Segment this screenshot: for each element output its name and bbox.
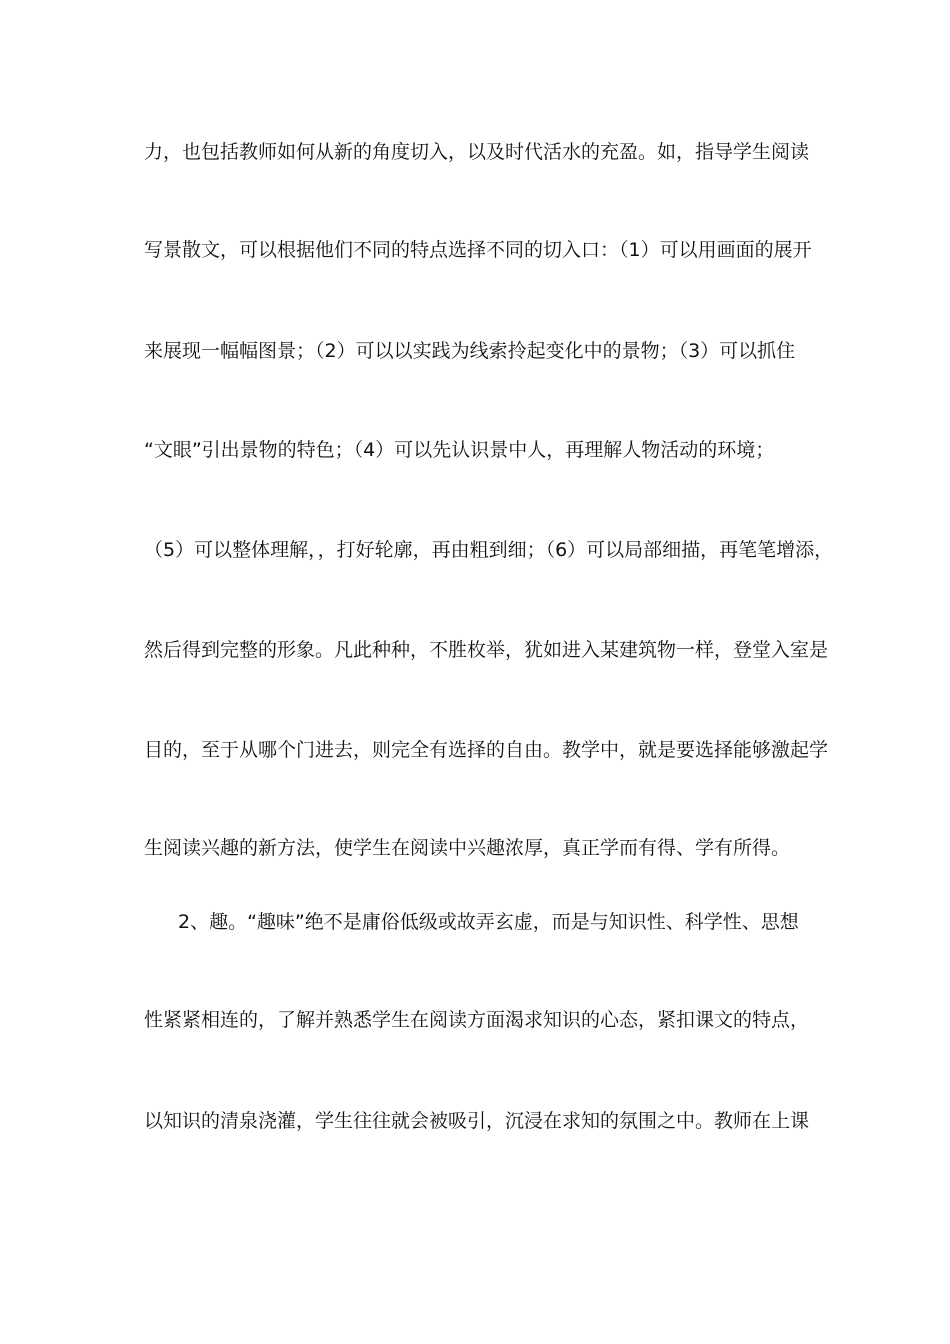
paragraph-line: 2、趣。“趣味”绝不是庸俗低级或故弄玄虚，而是与知识性、科学性、思想	[178, 911, 799, 933]
paragraph-line: “文眼”引出景物的特色；（4）可以先认识景中人，再理解人物活动的环境；	[144, 439, 775, 461]
paragraph-line: 生阅读兴趣的新方法，使学生在阅读中兴趣浓厚，真正学而有得、学有所得。	[144, 837, 791, 859]
paragraph-line: 来展现一幅幅图景；（2）可以以实践为线索拎起变化中的景物；（3）可以抓住	[144, 340, 796, 362]
paragraph-line: 以知识的清泉浇灌，学生往往就会被吸引，沉浸在求知的氛围之中。教师在上课	[144, 1110, 810, 1132]
paragraph-line: 写景散文，可以根据他们不同的特点选择不同的切入口：（1）可以用画面的展开	[144, 239, 812, 261]
paragraph-line: 然后得到完整的形象。凡此种种，不胜枚举，犹如进入某建筑物一样，登堂入室是	[144, 639, 829, 661]
paragraph-line: （5）可以整体理解，，打好轮廓，再由粗到细；（6）可以局部细描，再笔笔增添，	[144, 539, 834, 561]
paragraph-line: 性紧紧相连的，了解并熟悉学生在阅读方面渴求知识的心态，紧扣课文的特点，	[144, 1009, 810, 1031]
paragraph-line: 目的，至于从哪个门进去，则完全有选择的自由。教学中，就是要选择能够激起学	[144, 739, 829, 761]
paragraph-line: 力，也包括教师如何从新的角度切入，以及时代活水的充盈。如，指导学生阅读	[144, 141, 810, 163]
